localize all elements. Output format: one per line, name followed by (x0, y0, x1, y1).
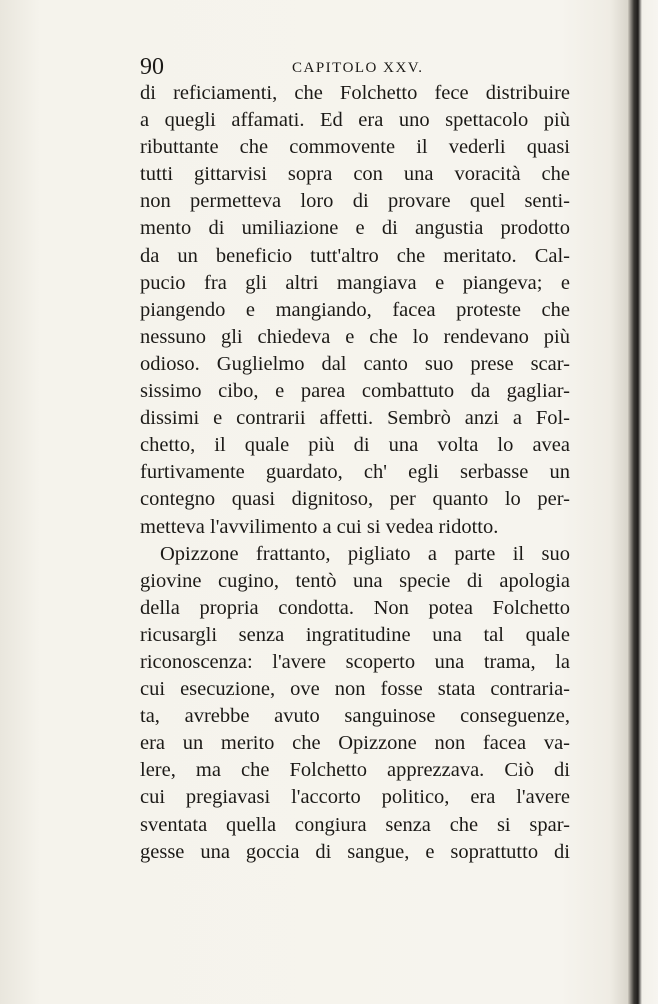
text-line: non permetteva loro di provare quel senti- (140, 190, 570, 213)
text-line: lere, ma che Folchetto apprezzava. Ciò di (140, 759, 570, 782)
running-head: CAPITOLO XXV. (292, 60, 424, 76)
text-line: tutti gittarvisi sopra con una voracità che (140, 163, 570, 186)
text-line: a quegli affamati. Ed era uno spettacolo più (140, 109, 570, 132)
text-line: da un beneficio tutt'altro che meritato. Cal- (140, 244, 570, 267)
text-line: riconoscenza: l'avere scoperto una trama, la (140, 650, 570, 673)
text-line: ta, avrebbe avuto sanguinose conseguenze, (140, 705, 570, 728)
text-line: sventata quella congiura senza che si spar- (140, 813, 570, 836)
text-line: piangendo e mangiando, facea proteste che (140, 298, 570, 321)
page-binding-edge (628, 0, 658, 1004)
text-line: nessuno gli chiedeva e che lo rendevano più (140, 325, 570, 348)
text-line: cui pregiavasi l'accorto politico, era l'avere (140, 786, 570, 809)
text-line: della propria condotta. Non potea Folchetto (140, 596, 570, 619)
paragraph-end-line: metteva l'avvilimento a cui si vedea ridotto. (140, 515, 499, 538)
text-line: cui esecuzione, ove non fosse stata contraria- (140, 678, 570, 701)
body-text (140, 80, 570, 866)
text-line: ricusargli senza ingratitudine una tal quale (140, 623, 570, 646)
text-line: di reficiamenti, che Folchetto fece distribuire (140, 82, 570, 104)
text-line: chetto, il quale più di una volta lo avea (140, 434, 570, 457)
text-line: gesse una goccia di sangue, e soprattutto di (140, 840, 570, 863)
text-line: odioso. Guglielmo dal canto suo prese scar- (140, 352, 570, 375)
text-line: mento di umiliazione e di angustia prodotto (140, 217, 570, 240)
page-header (140, 52, 570, 82)
page-number: 90 (140, 54, 164, 80)
text-line: dissimi e contrarii affetti. Sembrò anzi a Fol- (140, 407, 570, 430)
text-line: sissimo cibo, e parea combattuto da gagliar- (140, 380, 570, 403)
text-line: ributtante che commovente il vederli quasi (140, 136, 570, 159)
text-line: giovine cugino, tentò una specie di apologia (140, 569, 570, 592)
text-line: pucio fra gli altri mangiava e piangeva; e (140, 271, 570, 294)
text-line: contegno quasi dignitoso, per quanto lo per- (140, 488, 570, 511)
paragraph-start-line: Opizzone frattanto, pigliato a parte il suo (160, 542, 570, 565)
text-line: furtivamente guardato, ch' egli serbasse un (140, 461, 570, 484)
text-line: era un merito che Opizzone non facea va- (140, 732, 570, 755)
